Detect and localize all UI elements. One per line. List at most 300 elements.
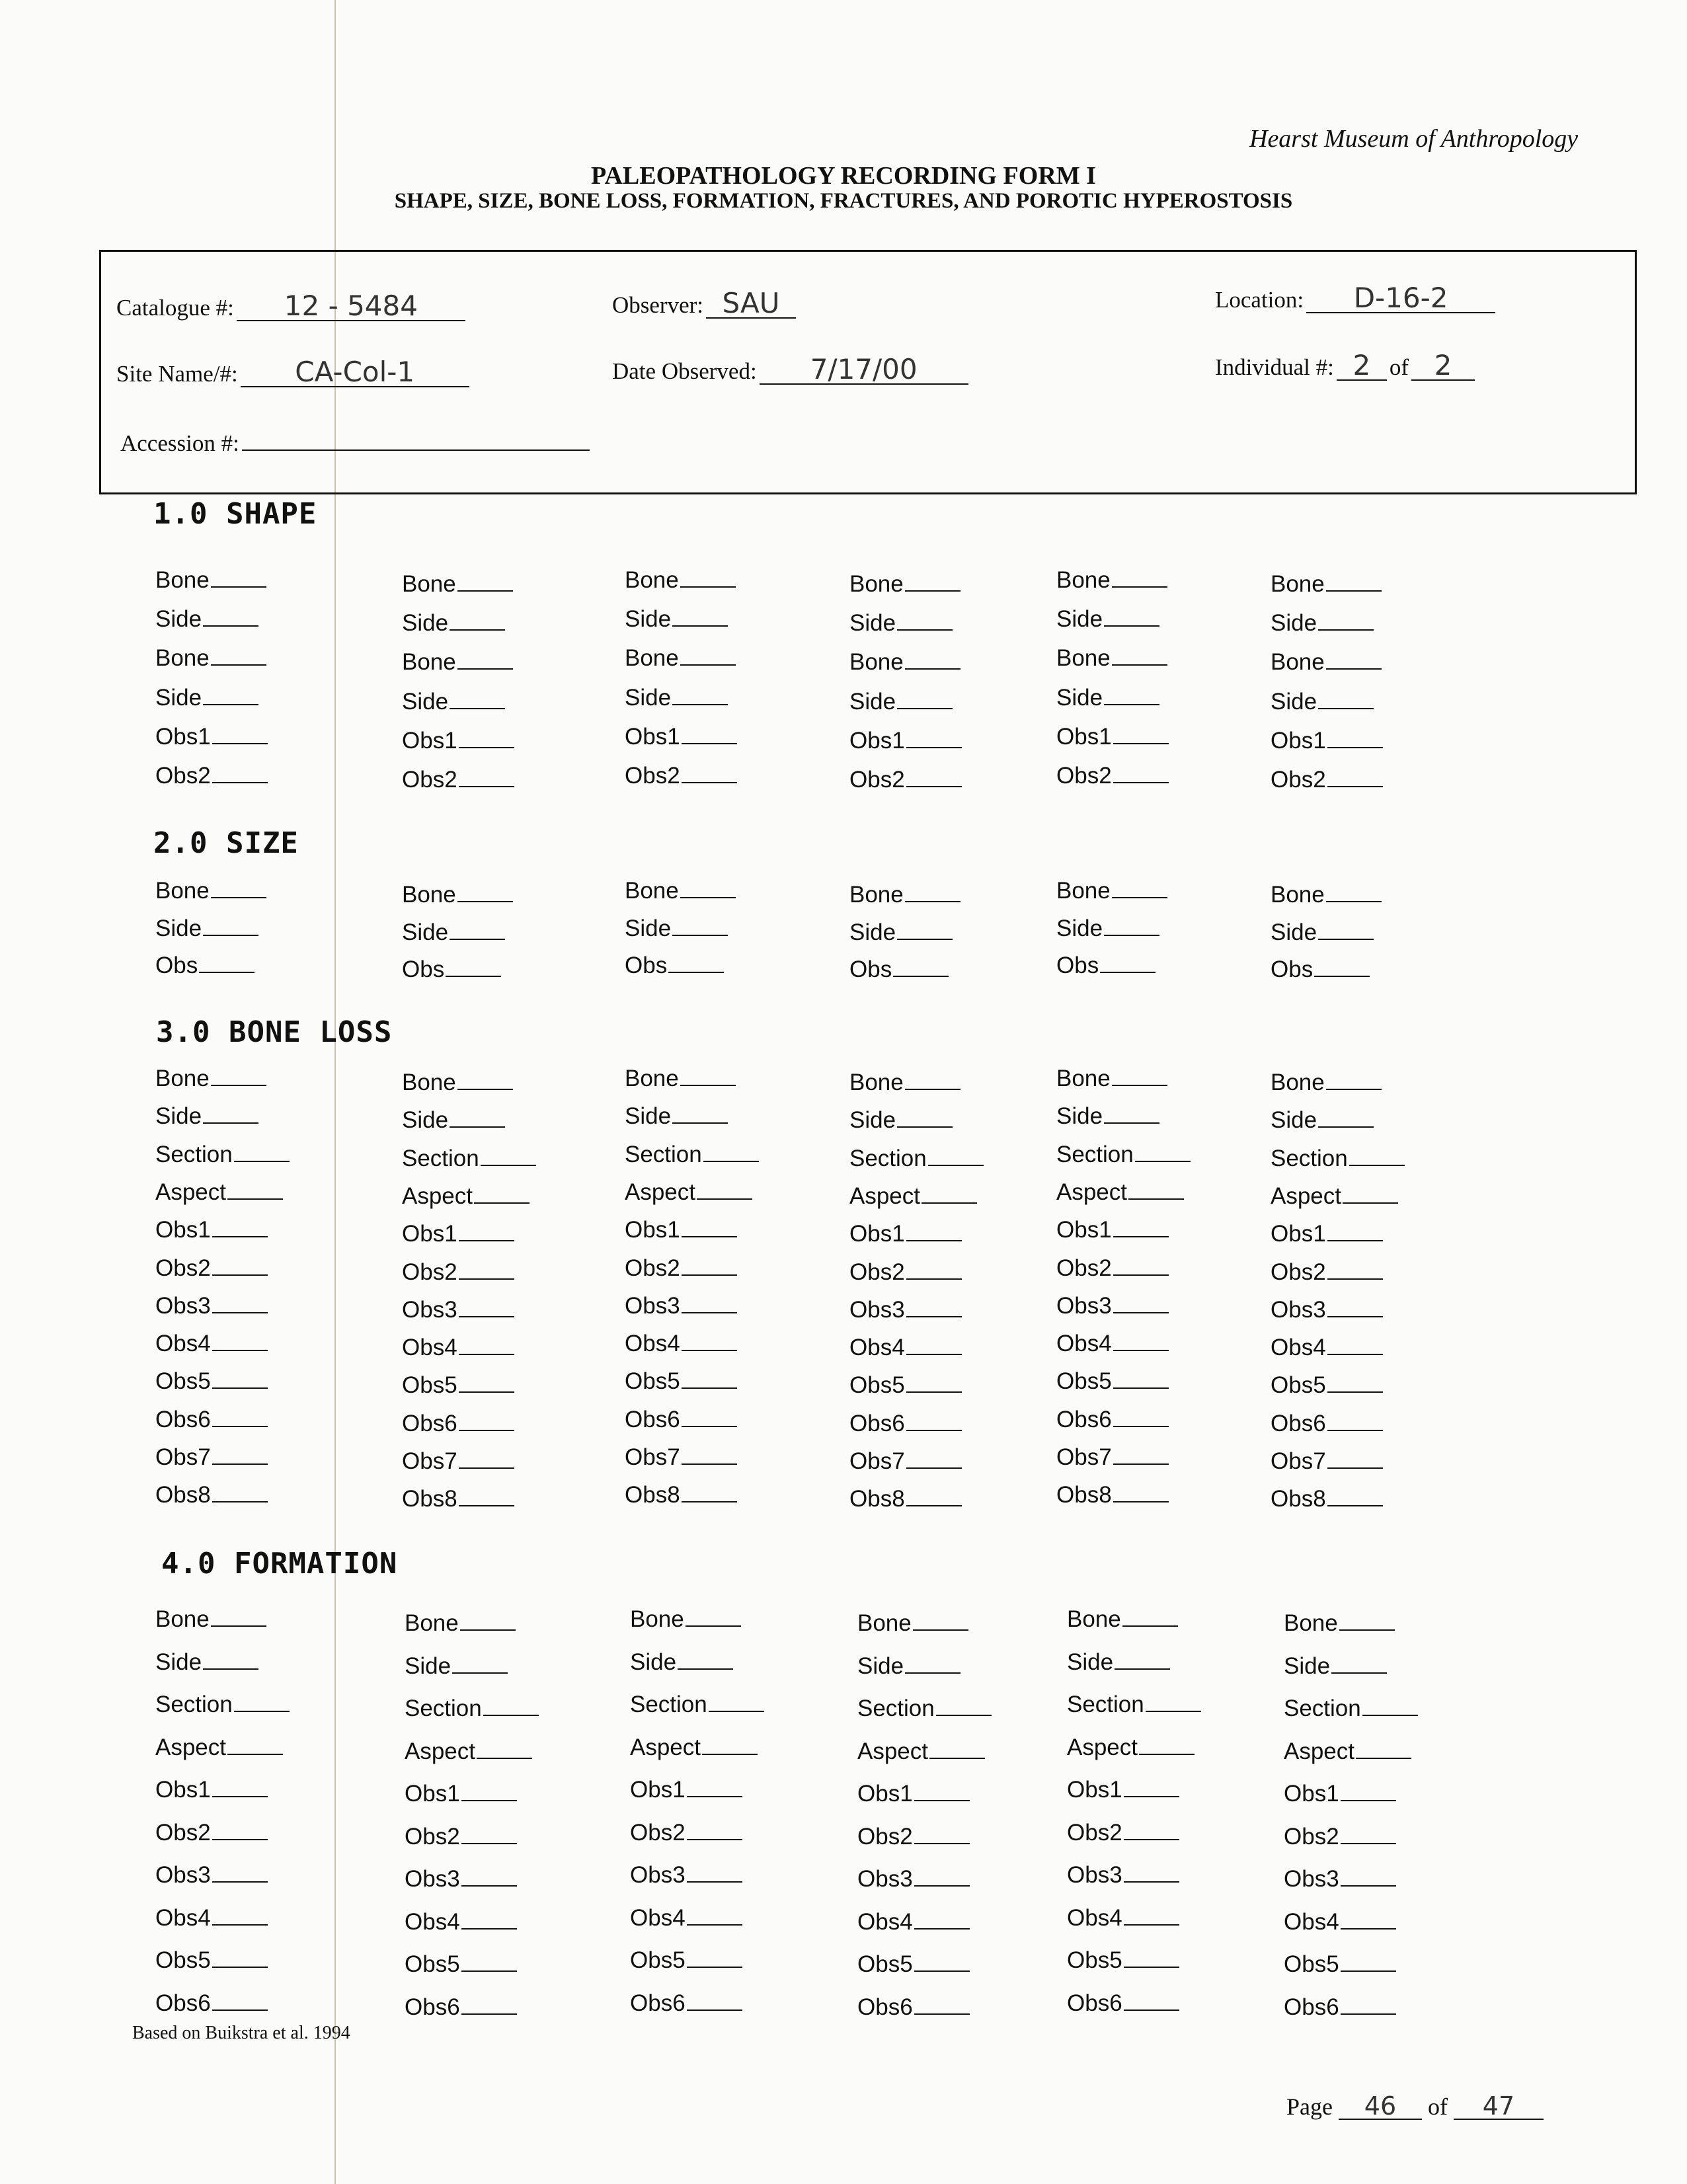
- field-entry-line[interactable]: [1318, 693, 1374, 709]
- field-entry-line[interactable]: [897, 1112, 953, 1128]
- formation-field[interactable]: [1284, 1824, 1396, 1850]
- observer-field[interactable]: [612, 287, 796, 319]
- field-entry-line[interactable]: [461, 1785, 517, 1801]
- bone-loss-field[interactable]: [1271, 1486, 1383, 1512]
- formation-field[interactable]: [405, 1866, 517, 1892]
- field-entry-line[interactable]: [212, 1995, 268, 2011]
- formation-field[interactable]: [857, 1909, 970, 1935]
- field-entry-line[interactable]: [1113, 1449, 1169, 1465]
- field-entry-line[interactable]: [905, 1074, 961, 1090]
- size-field[interactable]: [155, 953, 255, 979]
- size-field[interactable]: [155, 916, 258, 942]
- shape-field[interactable]: [1056, 724, 1169, 750]
- size-field[interactable]: [1056, 916, 1159, 942]
- field-entry-line[interactable]: [906, 732, 962, 748]
- field-entry-line[interactable]: [1327, 1302, 1383, 1317]
- formation-field[interactable]: [1284, 1909, 1396, 1935]
- bone-loss-field[interactable]: [402, 1107, 505, 1134]
- bone-loss-field[interactable]: [849, 1448, 962, 1475]
- field-entry-line[interactable]: [914, 1785, 970, 1801]
- shape-field[interactable]: [1056, 645, 1167, 672]
- field-entry-line[interactable]: [906, 771, 962, 787]
- field-entry-line[interactable]: [1104, 689, 1159, 705]
- field-entry-line[interactable]: [936, 1700, 992, 1716]
- field-entry-line[interactable]: [672, 689, 728, 705]
- formation-field[interactable]: [405, 1909, 517, 1935]
- formation-field[interactable]: [857, 1738, 985, 1765]
- field-entry-line[interactable]: [905, 576, 961, 592]
- formation-field[interactable]: [1284, 1696, 1418, 1722]
- field-entry-line[interactable]: [893, 961, 949, 977]
- formation-field[interactable]: [630, 1990, 742, 2017]
- field-entry-line[interactable]: [1318, 924, 1374, 940]
- formation-field[interactable]: [1284, 1610, 1395, 1637]
- bone-loss-field[interactable]: [1056, 1407, 1169, 1433]
- shape-field[interactable]: [849, 649, 961, 676]
- bone-loss-field[interactable]: [155, 1368, 268, 1395]
- size-field[interactable]: [402, 956, 501, 983]
- field-entry-line[interactable]: [1341, 1999, 1396, 2015]
- field-entry-line[interactable]: [459, 771, 514, 787]
- field-entry-line[interactable]: [1113, 1411, 1169, 1427]
- field-entry-line[interactable]: [1113, 767, 1169, 783]
- formation-field[interactable]: [1067, 1947, 1179, 1974]
- size-field[interactable]: [849, 882, 961, 908]
- shape-field[interactable]: [625, 685, 728, 711]
- bone-loss-field[interactable]: [402, 1146, 536, 1172]
- field-entry-line[interactable]: [1104, 920, 1159, 936]
- field-entry-line[interactable]: [212, 728, 268, 744]
- field-entry-line[interactable]: [703, 1146, 759, 1162]
- field-entry-line[interactable]: [672, 1108, 728, 1124]
- field-entry-line[interactable]: [459, 1264, 514, 1280]
- field-entry-line[interactable]: [682, 767, 737, 783]
- bone-loss-field[interactable]: [849, 1259, 962, 1286]
- formation-field[interactable]: [630, 1862, 742, 1889]
- field-entry-line[interactable]: [461, 1914, 517, 1930]
- field-entry-line[interactable]: [914, 1914, 970, 1930]
- bone-loss-field[interactable]: [849, 1335, 962, 1361]
- field-entry-line[interactable]: [913, 1615, 968, 1631]
- accession-field[interactable]: [120, 427, 590, 457]
- bone-loss-field[interactable]: [1056, 1142, 1191, 1168]
- bone-loss-field[interactable]: [625, 1066, 736, 1092]
- field-entry-line[interactable]: [460, 1615, 516, 1631]
- field-entry-line[interactable]: [1341, 1956, 1396, 1972]
- formation-field[interactable]: [630, 1905, 742, 1931]
- formation-field[interactable]: [155, 1990, 268, 2017]
- field-entry-line[interactable]: [682, 1222, 737, 1237]
- field-entry-line[interactable]: [1327, 1264, 1383, 1280]
- field-entry-line[interactable]: [1113, 1260, 1169, 1276]
- bone-loss-field[interactable]: [1271, 1146, 1405, 1172]
- shape-field[interactable]: [625, 645, 736, 672]
- field-entry-line[interactable]: [212, 1373, 268, 1389]
- field-entry-line[interactable]: [450, 1112, 505, 1128]
- formation-field[interactable]: [405, 1696, 539, 1722]
- bone-loss-field[interactable]: [402, 1259, 514, 1286]
- field-entry-line[interactable]: [212, 1952, 268, 1968]
- formation-field[interactable]: [405, 1824, 517, 1850]
- catalogue-field[interactable]: [116, 292, 465, 321]
- bone-loss-field[interactable]: [625, 1293, 737, 1319]
- field-entry-line[interactable]: [1341, 1828, 1396, 1844]
- shape-field[interactable]: [402, 571, 513, 598]
- formation-field[interactable]: [155, 1606, 266, 1633]
- formation-field[interactable]: [1067, 1649, 1170, 1676]
- formation-field[interactable]: [1067, 1735, 1195, 1761]
- formation-field[interactable]: [857, 1994, 970, 2021]
- formation-field[interactable]: [405, 1610, 516, 1637]
- field-entry-line[interactable]: [1115, 1654, 1170, 1670]
- field-entry-line[interactable]: [461, 1828, 517, 1844]
- formation-field[interactable]: [155, 1735, 283, 1761]
- bone-loss-field[interactable]: [625, 1179, 752, 1206]
- shape-field[interactable]: [155, 606, 258, 633]
- bone-loss-field[interactable]: [1056, 1179, 1184, 1206]
- field-entry-line[interactable]: [682, 1449, 737, 1465]
- bone-loss-field[interactable]: [402, 1448, 514, 1475]
- field-entry-line[interactable]: [1326, 1074, 1382, 1090]
- field-entry-line[interactable]: [1339, 1615, 1395, 1631]
- field-entry-line[interactable]: [234, 1696, 290, 1712]
- field-entry-line[interactable]: [1327, 1377, 1383, 1393]
- shape-field[interactable]: [402, 728, 514, 754]
- field-entry-line[interactable]: [678, 1654, 733, 1670]
- field-entry-line[interactable]: [203, 689, 258, 705]
- size-field[interactable]: [155, 878, 266, 904]
- field-entry-line[interactable]: [1343, 1188, 1398, 1204]
- field-entry-line[interactable]: [687, 1781, 742, 1797]
- formation-field[interactable]: [630, 1777, 742, 1803]
- bone-loss-field[interactable]: [155, 1255, 268, 1282]
- field-entry-line[interactable]: [212, 1411, 268, 1427]
- formation-field[interactable]: [857, 1824, 970, 1850]
- bone-loss-field[interactable]: [402, 1372, 514, 1399]
- shape-field[interactable]: [1271, 571, 1382, 598]
- shape-field[interactable]: [625, 567, 736, 594]
- field-entry-line[interactable]: [906, 1377, 962, 1393]
- formation-field[interactable]: [630, 1692, 764, 1718]
- bone-loss-field[interactable]: [155, 1217, 268, 1243]
- shape-field[interactable]: [1271, 767, 1383, 793]
- field-entry-line[interactable]: [212, 1260, 268, 1276]
- formation-field[interactable]: [857, 1696, 992, 1722]
- bone-loss-field[interactable]: [155, 1444, 268, 1471]
- field-entry-line[interactable]: [906, 1264, 962, 1280]
- bone-loss-field[interactable]: [402, 1183, 530, 1210]
- bone-loss-field[interactable]: [625, 1217, 737, 1243]
- site-field[interactable]: [116, 358, 469, 387]
- size-field[interactable]: [849, 956, 949, 983]
- formation-field[interactable]: [1067, 1820, 1179, 1846]
- bone-loss-field[interactable]: [625, 1482, 737, 1508]
- field-entry-line[interactable]: [1326, 576, 1382, 592]
- field-entry-line[interactable]: [483, 1700, 539, 1716]
- bone-loss-field[interactable]: [1056, 1255, 1169, 1282]
- field-entry-line[interactable]: [1113, 1335, 1169, 1351]
- field-entry-line[interactable]: [212, 1222, 268, 1237]
- formation-field[interactable]: [630, 1947, 742, 1974]
- field-entry-line[interactable]: [1124, 1910, 1179, 1926]
- bone-loss-field[interactable]: [1056, 1482, 1169, 1508]
- shape-field[interactable]: [402, 767, 514, 793]
- bone-loss-field[interactable]: [1271, 1372, 1383, 1399]
- size-field[interactable]: [625, 878, 736, 904]
- field-entry-line[interactable]: [682, 1335, 737, 1351]
- size-field[interactable]: [402, 882, 513, 908]
- bone-loss-field[interactable]: [402, 1411, 514, 1437]
- field-entry-line[interactable]: [457, 1074, 513, 1090]
- field-entry-line[interactable]: [672, 920, 728, 936]
- field-entry-line[interactable]: [906, 1491, 962, 1506]
- formation-field[interactable]: [857, 1781, 970, 1807]
- bone-loss-field[interactable]: [1056, 1293, 1169, 1319]
- shape-field[interactable]: [849, 571, 961, 598]
- bone-loss-field[interactable]: [625, 1368, 737, 1395]
- field-entry-line[interactable]: [452, 1658, 508, 1674]
- bone-loss-field[interactable]: [625, 1444, 737, 1471]
- field-entry-line[interactable]: [1327, 1339, 1383, 1355]
- shape-field[interactable]: [155, 763, 268, 789]
- field-entry-line[interactable]: [212, 1824, 268, 1840]
- formation-field[interactable]: [405, 1738, 532, 1765]
- field-entry-line[interactable]: [1341, 1871, 1396, 1887]
- bone-loss-field[interactable]: [849, 1486, 962, 1512]
- individual-field[interactable]: [1215, 349, 1475, 381]
- formation-field[interactable]: [857, 1610, 968, 1637]
- size-field[interactable]: [625, 916, 728, 942]
- bone-loss-field[interactable]: [1271, 1297, 1383, 1323]
- field-entry-line[interactable]: [687, 1995, 742, 2011]
- field-entry-line[interactable]: [1327, 732, 1383, 748]
- formation-field[interactable]: [630, 1606, 741, 1633]
- field-entry-line[interactable]: [1341, 1785, 1396, 1801]
- size-field[interactable]: [849, 919, 953, 946]
- field-entry-line[interactable]: [450, 693, 505, 709]
- bone-loss-field[interactable]: [1271, 1221, 1383, 1247]
- bone-loss-field[interactable]: [155, 1482, 268, 1508]
- field-entry-line[interactable]: [461, 1956, 517, 1972]
- field-entry-line[interactable]: [1139, 1739, 1195, 1755]
- field-entry-line[interactable]: [1112, 882, 1167, 898]
- field-entry-line[interactable]: [687, 1952, 742, 1968]
- field-entry-line[interactable]: [680, 1070, 736, 1086]
- formation-field[interactable]: [155, 1862, 268, 1889]
- field-entry-line[interactable]: [212, 1867, 268, 1883]
- formation-field[interactable]: [1067, 1692, 1201, 1718]
- shape-field[interactable]: [1271, 728, 1383, 754]
- field-entry-line[interactable]: [682, 728, 737, 744]
- field-entry-line[interactable]: [481, 1150, 536, 1166]
- shape-field[interactable]: [849, 610, 953, 637]
- shape-field[interactable]: [155, 724, 268, 750]
- date-field[interactable]: [612, 353, 968, 385]
- shape-field[interactable]: [849, 767, 962, 793]
- formation-field[interactable]: [155, 1947, 268, 1974]
- formation-field[interactable]: [857, 1653, 961, 1680]
- field-entry-line[interactable]: [1327, 1491, 1383, 1506]
- shape-field[interactable]: [402, 689, 505, 715]
- formation-field[interactable]: [630, 1649, 733, 1676]
- formation-field[interactable]: [1067, 1606, 1178, 1633]
- field-entry-line[interactable]: [461, 1999, 517, 2015]
- bone-loss-field[interactable]: [1271, 1107, 1374, 1134]
- field-entry-line[interactable]: [446, 961, 501, 977]
- shape-field[interactable]: [1056, 567, 1167, 594]
- bone-loss-field[interactable]: [155, 1142, 290, 1168]
- field-entry-line[interactable]: [905, 886, 961, 902]
- shape-field[interactable]: [1056, 685, 1159, 711]
- field-entry-line[interactable]: [672, 611, 728, 627]
- field-entry-line[interactable]: [459, 1377, 514, 1393]
- bone-loss-field[interactable]: [402, 1486, 514, 1512]
- formation-field[interactable]: [405, 1951, 517, 1978]
- formation-field[interactable]: [857, 1951, 970, 1978]
- field-entry-line[interactable]: [1326, 886, 1382, 902]
- bone-loss-field[interactable]: [402, 1070, 513, 1096]
- formation-field[interactable]: [857, 1866, 970, 1892]
- size-field[interactable]: [1271, 882, 1382, 908]
- bone-loss-field[interactable]: [1056, 1217, 1169, 1243]
- bone-loss-field[interactable]: [625, 1407, 737, 1433]
- size-field[interactable]: [1271, 956, 1370, 983]
- size-field[interactable]: [402, 919, 505, 946]
- shape-field[interactable]: [1056, 763, 1169, 789]
- field-entry-line[interactable]: [682, 1260, 737, 1276]
- bone-loss-field[interactable]: [1056, 1368, 1169, 1395]
- bone-loss-field[interactable]: [155, 1179, 283, 1206]
- bone-loss-field[interactable]: [1271, 1448, 1383, 1475]
- field-entry-line[interactable]: [668, 957, 724, 973]
- bone-loss-field[interactable]: [155, 1293, 268, 1319]
- field-entry-line[interactable]: [1112, 1070, 1167, 1086]
- bone-loss-field[interactable]: [625, 1255, 737, 1282]
- bone-loss-field[interactable]: [1271, 1259, 1383, 1286]
- field-entry-line[interactable]: [1112, 572, 1167, 588]
- field-entry-line[interactable]: [1124, 1781, 1179, 1797]
- shape-field[interactable]: [402, 649, 513, 676]
- formation-field[interactable]: [1067, 1862, 1179, 1889]
- field-entry-line[interactable]: [914, 1999, 970, 2015]
- field-entry-line[interactable]: [1314, 961, 1370, 977]
- size-field[interactable]: [1056, 878, 1167, 904]
- field-entry-line[interactable]: [1318, 615, 1374, 631]
- field-entry-line[interactable]: [459, 1302, 514, 1317]
- shape-field[interactable]: [1056, 606, 1159, 633]
- formation-field[interactable]: [1067, 1905, 1179, 1931]
- field-entry-line[interactable]: [459, 732, 514, 748]
- field-entry-line[interactable]: [680, 572, 736, 588]
- field-entry-line[interactable]: [1327, 1453, 1383, 1469]
- field-entry-line[interactable]: [1113, 1373, 1169, 1389]
- field-entry-line[interactable]: [212, 767, 268, 783]
- bone-loss-field[interactable]: [849, 1070, 961, 1096]
- field-entry-line[interactable]: [1124, 1824, 1179, 1840]
- field-entry-line[interactable]: [897, 924, 953, 940]
- field-entry-line[interactable]: [687, 1910, 742, 1926]
- field-entry-line[interactable]: [928, 1150, 984, 1166]
- field-entry-line[interactable]: [1341, 1914, 1396, 1930]
- field-entry-line[interactable]: [697, 1184, 752, 1200]
- field-entry-line[interactable]: [1113, 1298, 1169, 1313]
- bone-loss-field[interactable]: [849, 1146, 984, 1172]
- field-entry-line[interactable]: [457, 886, 513, 902]
- field-entry-line[interactable]: [461, 1871, 517, 1887]
- shape-field[interactable]: [625, 724, 737, 750]
- bone-loss-field[interactable]: [849, 1107, 953, 1134]
- field-entry-line[interactable]: [1326, 654, 1382, 670]
- bone-loss-field[interactable]: [402, 1297, 514, 1323]
- field-entry-line[interactable]: [1318, 1112, 1374, 1128]
- field-entry-line[interactable]: [211, 572, 266, 588]
- shape-field[interactable]: [625, 606, 728, 633]
- field-entry-line[interactable]: [212, 1910, 268, 1926]
- field-entry-line[interactable]: [1327, 1226, 1383, 1241]
- field-entry-line[interactable]: [687, 1867, 742, 1883]
- formation-field[interactable]: [155, 1692, 290, 1718]
- field-entry-line[interactable]: [212, 1335, 268, 1351]
- bone-loss-field[interactable]: [1056, 1066, 1167, 1092]
- field-entry-line[interactable]: [459, 1415, 514, 1431]
- shape-field[interactable]: [155, 645, 266, 672]
- field-entry-line[interactable]: [905, 1658, 961, 1674]
- field-entry-line[interactable]: [1331, 1658, 1387, 1674]
- field-entry-line[interactable]: [687, 1824, 742, 1840]
- bone-loss-field[interactable]: [1056, 1444, 1169, 1471]
- field-entry-line[interactable]: [1113, 1222, 1169, 1237]
- bone-loss-field[interactable]: [1271, 1411, 1383, 1437]
- bone-loss-field[interactable]: [1056, 1103, 1159, 1130]
- field-entry-line[interactable]: [212, 1781, 268, 1797]
- field-entry-line[interactable]: [1104, 611, 1159, 627]
- formation-field[interactable]: [630, 1820, 742, 1846]
- field-entry-line[interactable]: [906, 1453, 962, 1469]
- field-entry-line[interactable]: [1362, 1700, 1418, 1716]
- field-entry-line[interactable]: [457, 654, 513, 670]
- field-entry-line[interactable]: [1113, 728, 1169, 744]
- formation-field[interactable]: [1284, 1738, 1411, 1765]
- field-entry-line[interactable]: [906, 1415, 962, 1431]
- shape-field[interactable]: [1271, 689, 1374, 715]
- field-entry-line[interactable]: [477, 1743, 532, 1759]
- field-entry-line[interactable]: [1128, 1184, 1184, 1200]
- field-entry-line[interactable]: [897, 693, 953, 709]
- bone-loss-field[interactable]: [849, 1183, 977, 1210]
- field-entry-line[interactable]: [914, 1956, 970, 1972]
- formation-field[interactable]: [1284, 1951, 1396, 1978]
- field-entry-line[interactable]: [1327, 1415, 1383, 1431]
- formation-field[interactable]: [155, 1777, 268, 1803]
- formation-field[interactable]: [405, 1653, 508, 1680]
- formation-field[interactable]: [1067, 1990, 1179, 2017]
- field-entry-line[interactable]: [702, 1739, 758, 1755]
- bone-loss-field[interactable]: [402, 1335, 514, 1361]
- field-entry-line[interactable]: [1135, 1146, 1191, 1162]
- field-entry-line[interactable]: [906, 1302, 962, 1317]
- bone-loss-field[interactable]: [625, 1142, 759, 1168]
- field-entry-line[interactable]: [450, 615, 505, 631]
- field-entry-line[interactable]: [459, 1491, 514, 1506]
- bone-loss-field[interactable]: [849, 1411, 962, 1437]
- field-entry-line[interactable]: [234, 1146, 290, 1162]
- field-entry-line[interactable]: [1104, 1108, 1159, 1124]
- field-entry-line[interactable]: [682, 1298, 737, 1313]
- formation-field[interactable]: [630, 1735, 758, 1761]
- shape-field[interactable]: [849, 689, 953, 715]
- shape-field[interactable]: [402, 610, 505, 637]
- field-entry-line[interactable]: [1113, 1487, 1169, 1502]
